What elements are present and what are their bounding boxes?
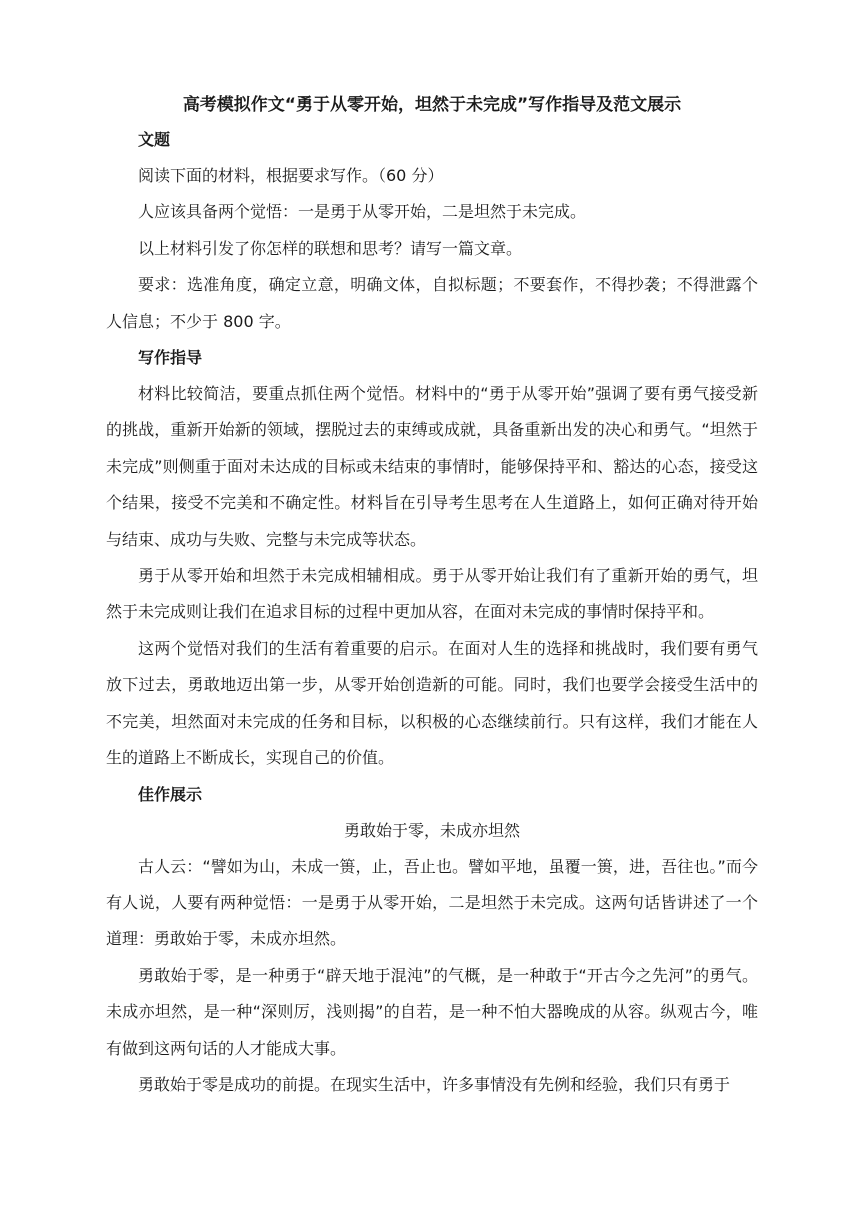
prompt-paragraph: 人应该具备两个觉悟：一是勇于从零开始，二是坦然于未完成。 [138,202,587,222]
guide-paragraph: 这两个觉悟对我们的生活有着重要的启示。在面对人生的选择和挑战时，我们要有勇气放下过去，勇敢地迈出第一步，从零开始创造新的可能。同时，我们也要学会接受生活中的不完美，坦然面对未完成的任务和目标，以积极的心态继续前行。只有这样，我们才能在人生的道路上不断成长，实现自己的价值。 [106,638,758,768]
guide-paragraph: 勇于从零开始和坦然于未完成相辅相成。勇于从零开始让我们有了重新开始的勇气，坦然于未完成则让我们在追求目标的过程中更加从容，在面对未完成的事情时保持平和。 [106,566,758,622]
prompt-requirements: 要求：选准角度，确定立意，明确文体，自拟标题；不要套作，不得抄袭；不得泄露个人信息；不少于 800 字。 [106,275,758,331]
essay-title: 勇敢始于零，未成亦坦然 [343,820,520,840]
section-heading-guide: 写作指导 [138,348,203,368]
essay-paragraph: 勇敢始于零是成功的前提。在现实生活中，许多事情没有先例和经验，我们只有勇于 [138,1074,731,1094]
prompt-paragraph: 以上材料引发了你怎样的联想和思考？请写一篇文章。 [138,238,523,258]
guide-paragraph: 材料比较简洁，要重点抓住两个觉悟。材料中的“勇于从零开始”强调了要有勇气接受新的挑战，重新开始新的领域，摆脱过去的束缚或成就，具备重新出发的决心和勇气。“坦然于未完成”则侧重于面对未达成的目标或未结束的事情时，能够保持平和、豁达的心态，接受这个结果，接受不完美和不确定性。材料旨在引导考生思考在人生道路上，如何正确对待开始与结束、成功与失败、完整与未完成等状态。 [106,384,758,549]
prompt-paragraph: 阅读下面的材料，根据要求写作。（60 分） [138,166,444,185]
essay-paragraph: 古人云：“譬如为山，未成一篑，止，吾止也。譬如平地，虽覆一篑，进，吾往也。”而今有人说，人要有两种觉悟：一是勇于从零开始，二是坦然于未完成。这两句话皆讲述了一个道理：勇敢始于零，未成亦坦然。 [106,856,758,949]
section-heading-essay: 佳作展示 [138,784,203,804]
section-heading-prompt: 文题 [138,130,171,149]
essay-paragraph: 勇敢始于零，是一种勇于“辟天地于混沌”的气概，是一种敢于“开古今之先河”的勇气。未成亦坦然，是一种“深则厉，浅则揭”的自若，是一种不怕大器晚成的从容。纵观古今，唯有做到这两句话的人才能成大事。 [106,965,758,1058]
document-page [106,88,758,1103]
document-title: 高考模拟作文“勇于从零开始，坦然于未完成”写作指导及范文展示 [182,95,682,115]
